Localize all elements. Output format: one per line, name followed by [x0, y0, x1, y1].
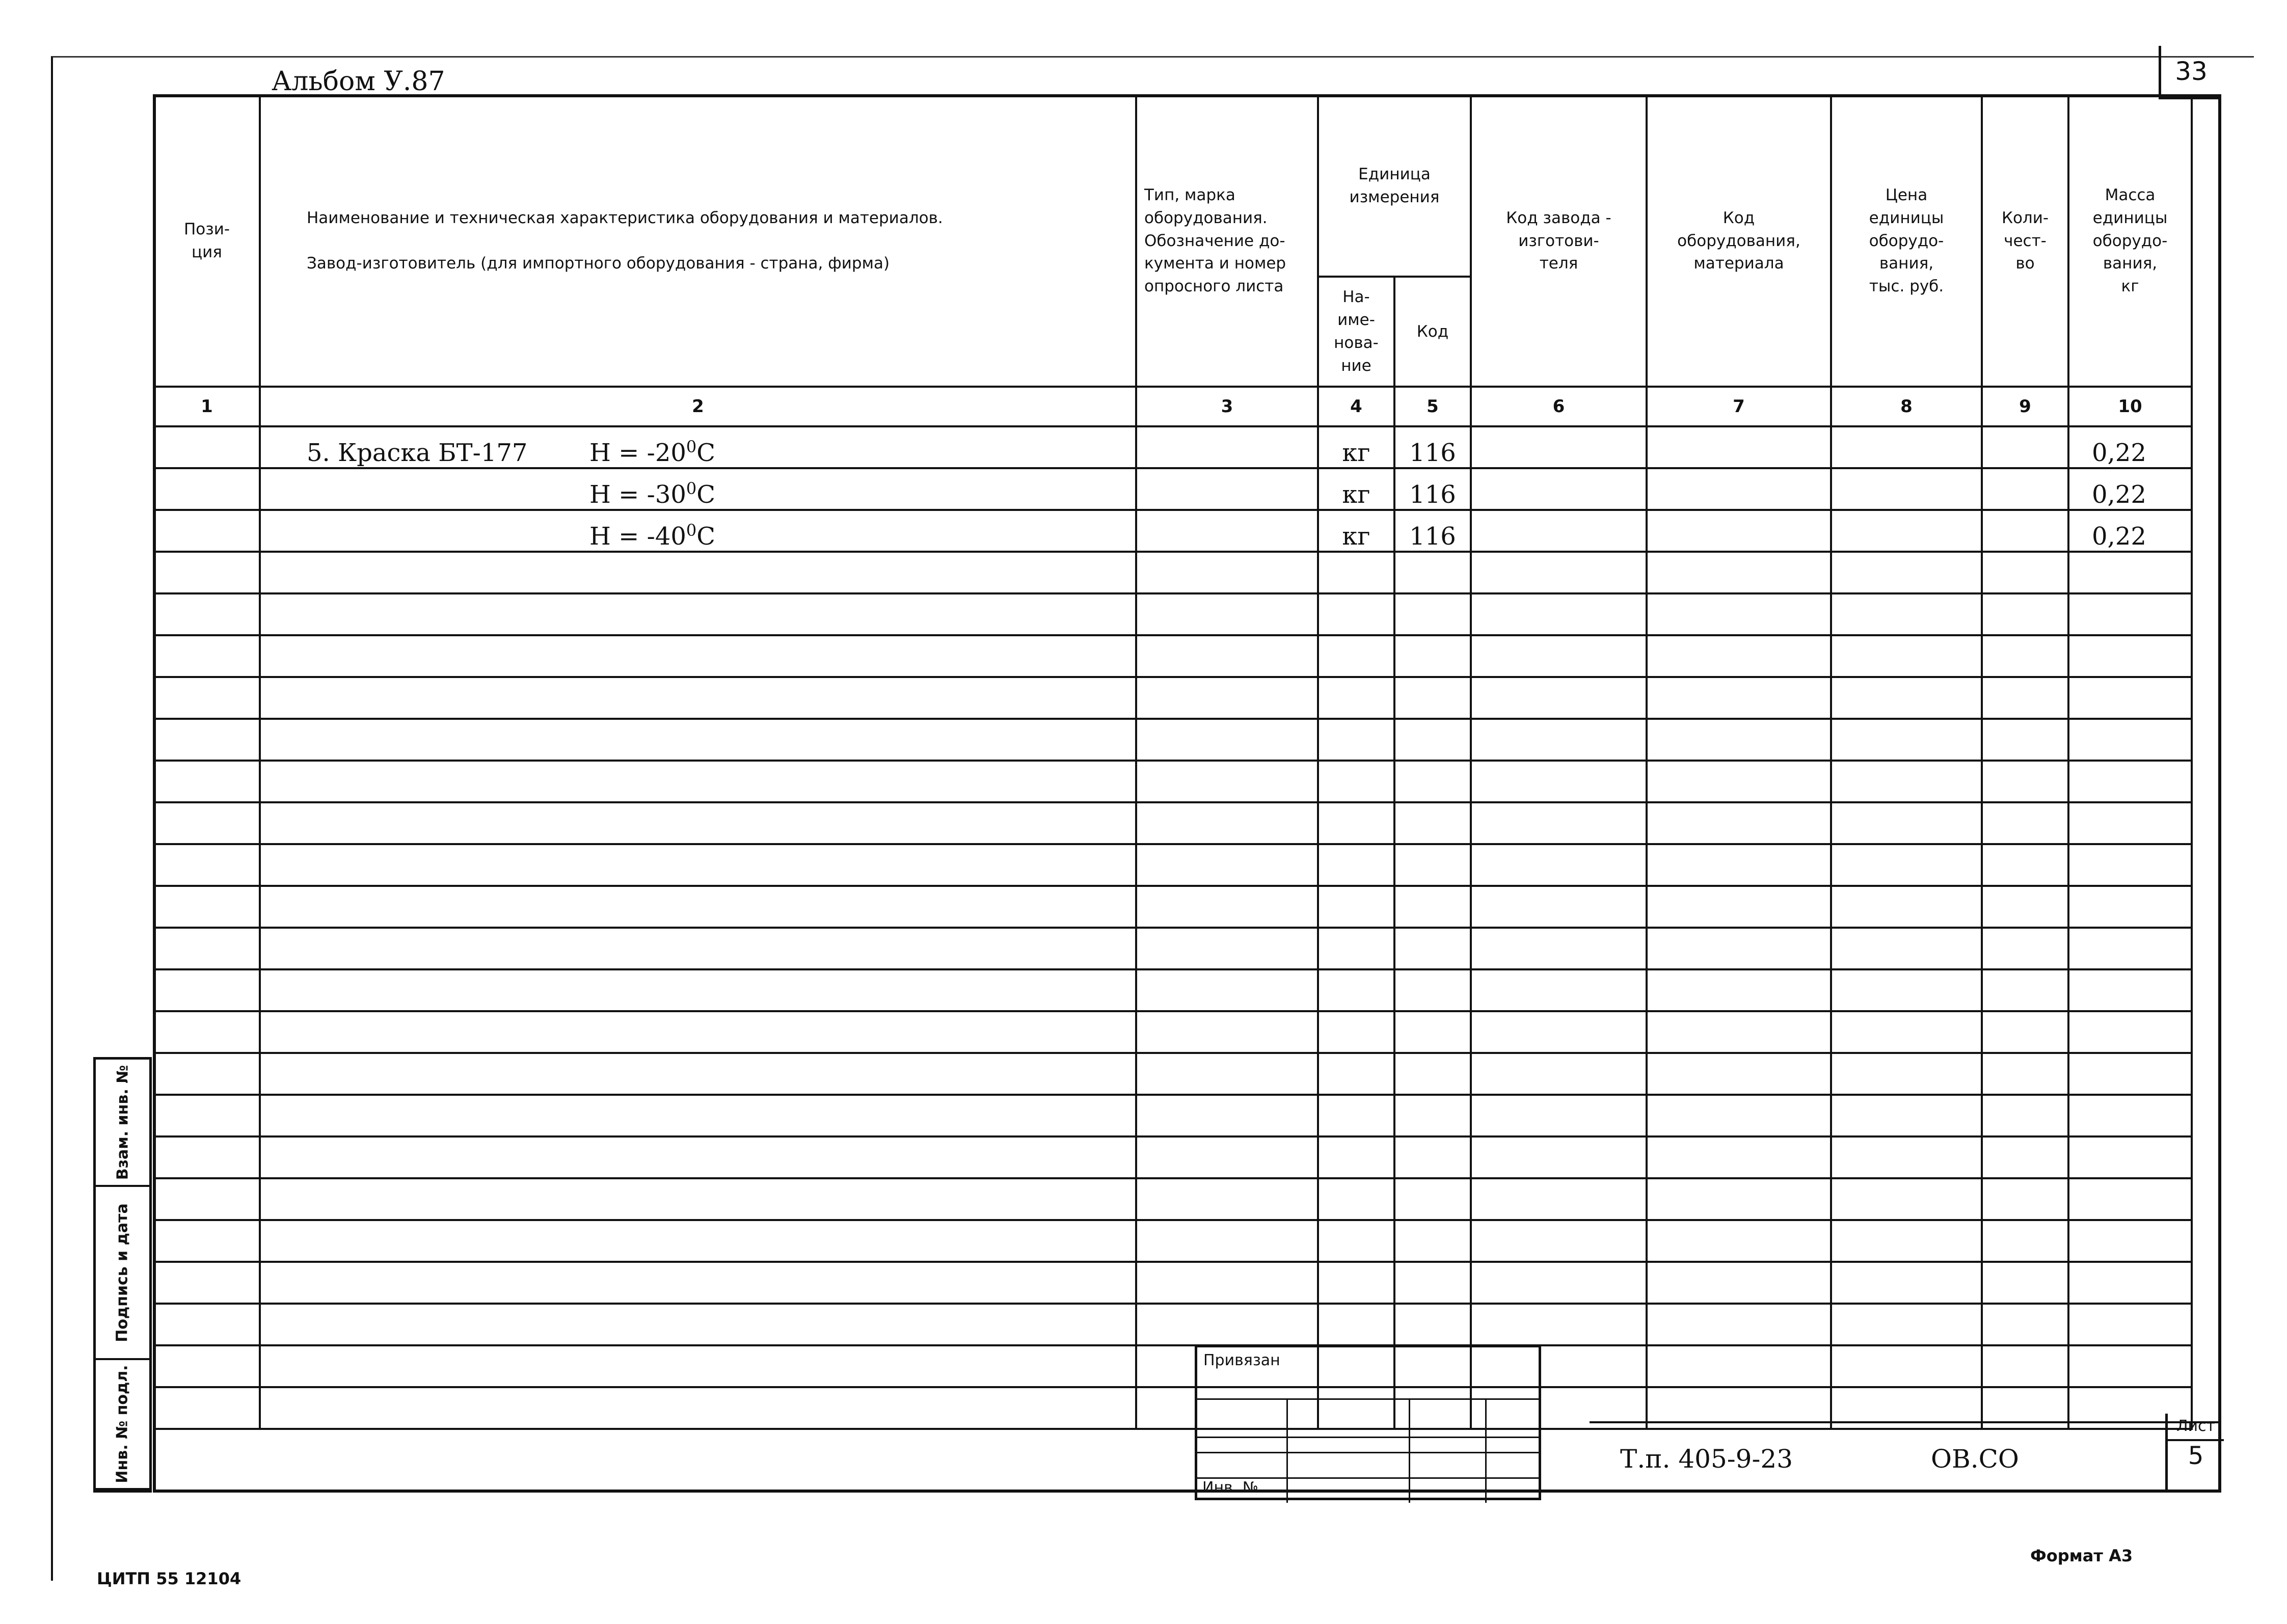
table-cell	[154, 552, 260, 593]
table-cell	[1471, 719, 1647, 761]
table-row	[154, 844, 2192, 886]
table-cell	[260, 969, 1136, 1011]
table-cell	[1318, 802, 1394, 844]
table-cell	[1831, 635, 1982, 677]
table-cell	[154, 844, 260, 886]
table-cell	[1647, 593, 1831, 635]
table-cell	[1982, 468, 2068, 510]
table-cell	[1831, 1220, 1982, 1262]
table-cell: 116	[1394, 510, 1471, 552]
table-cell	[1136, 1053, 1318, 1095]
table-cell	[1982, 426, 2068, 468]
table-cell	[1471, 426, 1647, 468]
spec-table	[153, 94, 2193, 1430]
table-cell	[154, 1220, 260, 1262]
table-cell	[154, 468, 260, 510]
table-cell	[1136, 719, 1318, 761]
table-cell	[260, 552, 1136, 593]
table-cell	[1982, 1053, 2068, 1095]
column-number-10: 10	[2068, 387, 2192, 426]
column-number-1: 1	[154, 387, 260, 426]
table-cell	[154, 1387, 260, 1429]
table-cell	[1471, 1178, 1647, 1220]
table-cell	[1394, 802, 1471, 844]
table-cell	[1471, 844, 1647, 886]
table-row	[154, 468, 2192, 510]
table-cell	[2068, 1262, 2192, 1304]
table-cell	[1394, 1136, 1471, 1178]
table-cell	[1471, 593, 1647, 635]
table-cell	[1647, 635, 1831, 677]
table-cell	[154, 426, 260, 468]
table-cell	[1831, 802, 1982, 844]
table-cell	[1647, 510, 1831, 552]
table-cell	[154, 969, 260, 1011]
table-cell: кг	[1318, 468, 1394, 510]
table-cell	[1831, 1304, 1982, 1345]
table-cell	[1318, 1095, 1394, 1136]
table-cell	[1136, 886, 1318, 928]
table-cell	[1647, 552, 1831, 593]
table-cell	[1394, 1220, 1471, 1262]
table-cell	[154, 761, 260, 802]
table-row	[154, 1178, 2192, 1220]
table-cell	[1394, 1262, 1471, 1304]
table-cell	[1318, 761, 1394, 802]
table-cell	[260, 1053, 1136, 1095]
table-cell	[1471, 1262, 1647, 1304]
table-cell	[1831, 886, 1982, 928]
table-cell	[260, 1345, 1136, 1387]
list-box	[2165, 1414, 2224, 1490]
table-cell	[1831, 719, 1982, 761]
table-cell	[1831, 552, 1982, 593]
table-cell	[1982, 1136, 2068, 1178]
col-header-price: Цена единицы оборудо- вания, тыс. руб.	[1831, 95, 1982, 387]
table-cell	[1394, 677, 1471, 719]
table-cell	[1982, 969, 2068, 1011]
table-cell	[1982, 1262, 2068, 1304]
table-cell	[1394, 1011, 1471, 1053]
table-cell	[154, 1345, 260, 1387]
table-cell	[2068, 1053, 2192, 1095]
table-cell	[1471, 761, 1647, 802]
table-cell	[154, 510, 260, 552]
side-label: Инв. № подл.	[96, 1360, 149, 1490]
table-cell	[1982, 1220, 2068, 1262]
table-cell	[1831, 593, 1982, 635]
inv-label: Инв. №	[1202, 1479, 1259, 1497]
table-cell	[1471, 1220, 1647, 1262]
table-cell: кг	[1318, 426, 1394, 468]
table-cell	[1982, 719, 2068, 761]
table-cell	[1136, 1178, 1318, 1220]
table-row	[154, 1053, 2192, 1095]
table-cell	[2068, 844, 2192, 886]
table-cell	[1471, 969, 1647, 1011]
table-cell	[1647, 802, 1831, 844]
table-cell	[1471, 468, 1647, 510]
table-cell	[1471, 510, 1647, 552]
table-cell	[154, 1304, 260, 1345]
table-row	[154, 802, 2192, 844]
table-cell: 116	[1394, 426, 1471, 468]
table-cell	[1394, 844, 1471, 886]
table-cell	[1318, 928, 1394, 969]
table-cell	[1831, 1345, 1982, 1387]
table-cell	[1318, 635, 1394, 677]
column-number-3: 3	[1136, 387, 1318, 426]
table-cell	[1647, 886, 1831, 928]
table-cell	[1647, 677, 1831, 719]
table-cell	[154, 1262, 260, 1304]
list-value: 5	[2188, 1442, 2204, 1470]
table-cell	[1831, 969, 1982, 1011]
table-cell	[154, 928, 260, 969]
column-number-6: 6	[1471, 387, 1647, 426]
column-number-2: 2	[260, 387, 1136, 426]
table-cell	[2068, 1345, 2192, 1387]
table-cell	[260, 802, 1136, 844]
table-cell	[1647, 928, 1831, 969]
table-cell	[1318, 1011, 1394, 1053]
table-cell	[260, 761, 1136, 802]
table-cell	[2068, 1178, 2192, 1220]
table-cell	[260, 719, 1136, 761]
table-cell	[1831, 677, 1982, 719]
table-cell: 0,22	[2068, 426, 2192, 468]
table-cell	[1982, 1304, 2068, 1345]
table-cell	[1136, 677, 1318, 719]
item-condition: $Н = -20^0С$	[589, 437, 715, 467]
table-cell	[1136, 552, 1318, 593]
table-cell	[2068, 1136, 2192, 1178]
table-cell	[260, 1178, 1136, 1220]
table-cell	[1982, 1178, 2068, 1220]
table-cell	[1318, 1053, 1394, 1095]
table-cell	[1647, 468, 1831, 510]
table-row	[154, 1136, 2192, 1178]
table-cell	[260, 468, 1136, 510]
table-cell	[1136, 1095, 1318, 1136]
table-cell	[1394, 886, 1471, 928]
table-cell	[1831, 1011, 1982, 1053]
table-cell	[1831, 761, 1982, 802]
table-cell	[154, 802, 260, 844]
table-cell	[1136, 426, 1318, 468]
table-cell	[2068, 552, 2192, 593]
table-cell	[154, 1011, 260, 1053]
table-cell	[1982, 510, 2068, 552]
table-cell	[1647, 1345, 1831, 1387]
table-row	[154, 426, 2192, 468]
table-cell	[1982, 886, 2068, 928]
album-label: Альбом У.87	[272, 66, 445, 97]
table-cell	[1471, 1053, 1647, 1095]
table-cell	[1136, 969, 1318, 1011]
table-cell	[1318, 719, 1394, 761]
table-cell	[1471, 677, 1647, 719]
item-name: 5. Краска БТ-177	[307, 439, 528, 467]
table-cell	[1982, 1095, 2068, 1136]
doc-code: Т.п. 405-9-23	[1620, 1444, 1793, 1474]
table-cell	[260, 1304, 1136, 1345]
table-row	[154, 1220, 2192, 1262]
table-cell	[1647, 1011, 1831, 1053]
table-cell	[1136, 928, 1318, 969]
table-cell	[1982, 593, 2068, 635]
table-cell	[1831, 468, 1982, 510]
table-row	[154, 886, 2192, 928]
table-cell	[1394, 1304, 1471, 1345]
table-cell	[154, 593, 260, 635]
table-cell	[260, 426, 1136, 468]
table-cell	[260, 510, 1136, 552]
col-header-factory-code: Код завода - изготови- теля	[1471, 95, 1647, 387]
table-cell	[1982, 552, 2068, 593]
table-cell	[1647, 761, 1831, 802]
col-header-quantity: Коли- чест- во	[1982, 95, 2068, 387]
table-cell	[260, 677, 1136, 719]
table-row	[154, 635, 2192, 677]
table-cell	[1318, 1262, 1394, 1304]
table-cell	[1136, 468, 1318, 510]
side-label: Взам. инв. №	[96, 1060, 149, 1187]
table-cell	[2068, 719, 2192, 761]
table-cell	[1318, 886, 1394, 928]
table-cell	[260, 1095, 1136, 1136]
table-row	[154, 1095, 2192, 1136]
table-cell	[1394, 1095, 1471, 1136]
column-number-8: 8	[1831, 387, 1982, 426]
table-row	[154, 1345, 2192, 1387]
table-cell	[1136, 802, 1318, 844]
table-cell	[1647, 426, 1831, 468]
item-condition: $Н = -40^0С$	[589, 521, 715, 551]
table-cell	[260, 635, 1136, 677]
table-cell	[154, 886, 260, 928]
table-cell	[260, 886, 1136, 928]
table-cell: 0,22	[2068, 510, 2192, 552]
table-cell	[1647, 1178, 1831, 1220]
table-cell	[1318, 844, 1394, 886]
table-cell	[1982, 928, 2068, 969]
col-header-material-code: Код оборудования, материала	[1647, 95, 1831, 387]
table-cell	[2068, 886, 2192, 928]
table-cell	[1647, 1136, 1831, 1178]
table-cell	[1471, 928, 1647, 969]
table-cell	[1831, 844, 1982, 886]
table-cell	[1471, 802, 1647, 844]
table-cell	[260, 1011, 1136, 1053]
table-cell	[2068, 802, 2192, 844]
table-cell	[1318, 593, 1394, 635]
table-cell	[1647, 969, 1831, 1011]
table-cell	[2068, 761, 2192, 802]
table-cell	[1394, 761, 1471, 802]
col-header-unit-group: Единица измерения	[1318, 95, 1471, 277]
table-cell	[1394, 1053, 1471, 1095]
table-cell	[1471, 1095, 1647, 1136]
table-cell	[2068, 593, 2192, 635]
table-cell	[1982, 844, 2068, 886]
table-cell	[1831, 426, 1982, 468]
table-cell	[1394, 593, 1471, 635]
table-cell	[260, 928, 1136, 969]
table-row	[154, 761, 2192, 802]
table-cell	[1136, 1136, 1318, 1178]
table-cell	[154, 677, 260, 719]
table-cell	[1136, 1220, 1318, 1262]
table-cell	[1318, 1304, 1394, 1345]
table-row	[154, 593, 2192, 635]
table-row	[154, 510, 2192, 552]
table-cell	[1982, 802, 2068, 844]
table-cell	[1647, 1220, 1831, 1262]
item-condition: $Н = -30^0С$	[589, 479, 715, 509]
table-cell	[1471, 552, 1647, 593]
table-cell	[1471, 1136, 1647, 1178]
table-cell	[1831, 1095, 1982, 1136]
table-cell	[1136, 1262, 1318, 1304]
table-cell	[1394, 969, 1471, 1011]
table-cell	[154, 1053, 260, 1095]
table-cell	[1318, 1136, 1394, 1178]
table-cell	[260, 844, 1136, 886]
sheet-number: 33	[2159, 46, 2221, 99]
col-header-name: Наименование и техническая характеристика оборудования и материалов. Завод-изготовитель (для импортного оборудования - страна, фирма)	[260, 95, 1136, 387]
table-cell	[1831, 1053, 1982, 1095]
table-cell	[1471, 1011, 1647, 1053]
column-number-7: 7	[1647, 387, 1831, 426]
table-cell	[1471, 1304, 1647, 1345]
table-cell	[1136, 1011, 1318, 1053]
title-block-line	[1590, 1421, 2221, 1423]
table-cell: кг	[1318, 510, 1394, 552]
table-cell	[1318, 1178, 1394, 1220]
table-cell	[260, 1262, 1136, 1304]
table-cell	[1647, 844, 1831, 886]
table-cell	[1647, 719, 1831, 761]
col-header-mass: Масса единицы оборудо- вания, кг	[2068, 95, 2192, 387]
footer-right: Формат А3	[2030, 1546, 2133, 1565]
table-cell	[1831, 1178, 1982, 1220]
table-cell	[260, 593, 1136, 635]
table-cell	[260, 1136, 1136, 1178]
table-cell	[260, 1387, 1136, 1429]
table-cell	[2068, 969, 2192, 1011]
table-cell	[1318, 969, 1394, 1011]
list-label: Лист	[2168, 1414, 2224, 1441]
col-header-position: Пози- ция	[154, 95, 260, 387]
table-cell	[1136, 761, 1318, 802]
table-cell	[2068, 677, 2192, 719]
col-header-unit-name: На- име- нова- ние	[1318, 277, 1394, 387]
table-cell	[1318, 1220, 1394, 1262]
table-cell	[1471, 635, 1647, 677]
table-row	[154, 677, 2192, 719]
table-cell	[1982, 761, 2068, 802]
table-cell	[1831, 928, 1982, 969]
table-cell	[1647, 1095, 1831, 1136]
table-cell	[154, 1095, 260, 1136]
table-cell	[2068, 1304, 2192, 1345]
table-cell	[2068, 1011, 2192, 1053]
table-cell	[154, 719, 260, 761]
table-cell	[154, 1136, 260, 1178]
table-row	[154, 1011, 2192, 1053]
table-cell	[1394, 635, 1471, 677]
table-cell	[2068, 1095, 2192, 1136]
column-number-5: 5	[1394, 387, 1471, 426]
col-header-type: Тип, марка оборудования. Обозначение до- кумента и номер опросного листа	[1136, 95, 1318, 387]
table-cell	[2068, 635, 2192, 677]
table-cell	[1136, 593, 1318, 635]
table-cell	[154, 635, 260, 677]
table-cell	[1982, 1345, 2068, 1387]
binding-stamp	[1195, 1345, 1541, 1500]
table-cell	[1318, 677, 1394, 719]
table-cell	[1394, 1178, 1471, 1220]
table-cell: 0,22	[2068, 468, 2192, 510]
table-row	[154, 928, 2192, 969]
table-row	[154, 969, 2192, 1011]
table-cell	[2068, 928, 2192, 969]
table-cell: 116	[1394, 468, 1471, 510]
table-cell	[1982, 1011, 2068, 1053]
footer-left: ЦИТП 55 12104	[97, 1569, 241, 1588]
col-header-unit-code: Код	[1394, 277, 1471, 387]
bound-label: Привязан	[1203, 1351, 1280, 1369]
table-row	[154, 552, 2192, 593]
table-cell	[1647, 1053, 1831, 1095]
table-cell	[1471, 886, 1647, 928]
table-cell	[1831, 1136, 1982, 1178]
sheet-code: ОВ.СО	[1931, 1444, 2019, 1474]
table-cell	[1831, 1262, 1982, 1304]
table-row	[154, 1262, 2192, 1304]
table-cell	[1136, 844, 1318, 886]
column-number-row	[154, 387, 2192, 426]
table-row	[154, 1304, 2192, 1345]
table-cell	[1136, 1304, 1318, 1345]
table-cell	[1831, 510, 1982, 552]
table-cell	[1318, 552, 1394, 593]
table-cell	[1982, 635, 2068, 677]
table-cell	[2068, 1220, 2192, 1262]
side-label: Подпись и дата	[96, 1187, 149, 1360]
table-cell	[1647, 1304, 1831, 1345]
table-cell	[154, 1178, 260, 1220]
table-row	[154, 719, 2192, 761]
table-cell	[1394, 719, 1471, 761]
table-cell	[1394, 928, 1471, 969]
column-number-9: 9	[1982, 387, 2068, 426]
table-cell	[1136, 510, 1318, 552]
side-label-block	[93, 1057, 152, 1493]
table-cell	[260, 1220, 1136, 1262]
table-cell	[1394, 552, 1471, 593]
table-cell	[1136, 635, 1318, 677]
column-number-4: 4	[1318, 387, 1394, 426]
table-cell	[1982, 677, 2068, 719]
table-cell	[1647, 1262, 1831, 1304]
